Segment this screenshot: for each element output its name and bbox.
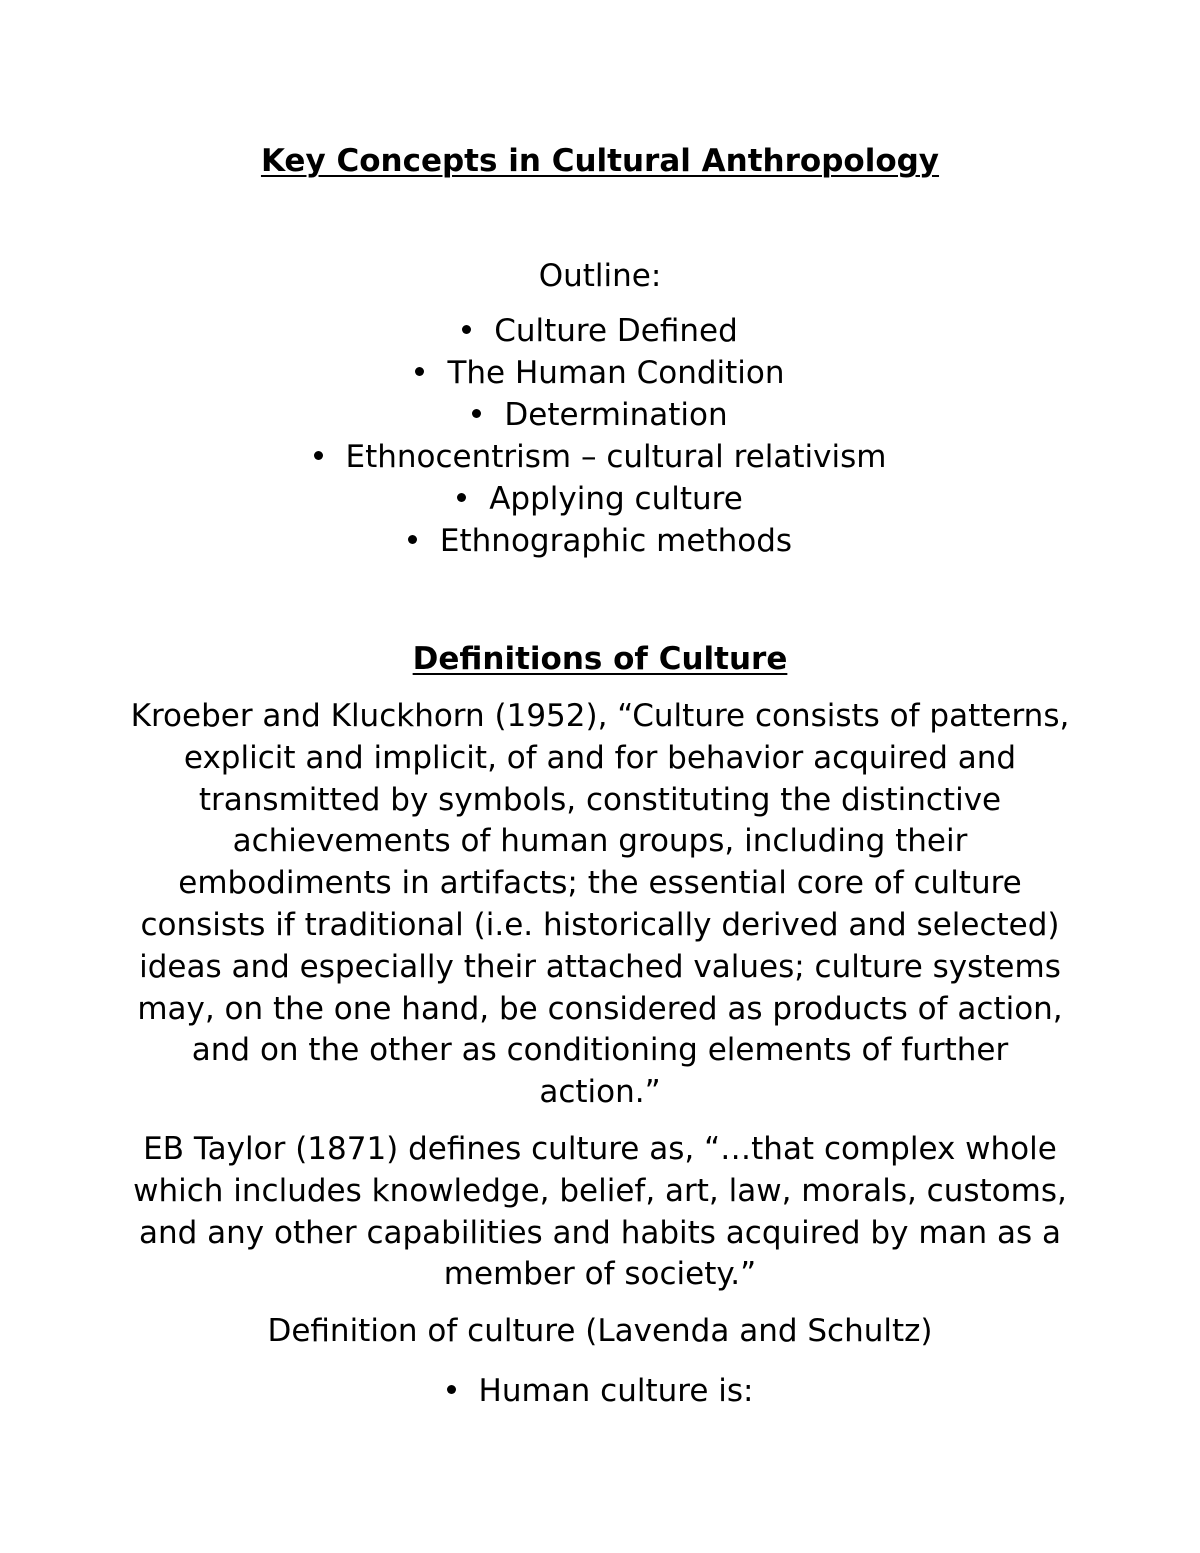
outline-item	[0, 478, 1200, 520]
outline-item-text: Culture Defined	[494, 313, 738, 349]
paragraph-lavenda-schultz: Definition of culture (Lavenda and Schultz)	[267, 1313, 933, 1350]
outline-item-text: The Human Condition	[447, 355, 785, 391]
section-heading: Definitions of Culture	[412, 641, 788, 677]
outline-item	[0, 394, 1200, 436]
outline-item-text: Ethnocentrism – cultural relativism	[345, 439, 887, 475]
outline-item-text: Determination	[504, 397, 728, 433]
sub-list	[0, 1370, 1200, 1412]
outline-item	[0, 352, 1200, 394]
bullet-icon	[447, 1385, 456, 1394]
paragraph-taylor: EB Taylor (1871) defines culture as, “…that complex whole which includes knowledge, belief, art, law, morals, customs, and any other capabilities and habits acquired by man as a member of society.”	[133, 1130, 1067, 1293]
outline-list	[0, 310, 1200, 562]
bullet-icon	[462, 325, 471, 334]
outline-item-text: Ethnographic methods	[439, 523, 793, 559]
outline-label: Outline:	[538, 258, 662, 294]
sub-list-item-text: Human culture is:	[478, 1372, 754, 1409]
bullet-icon	[314, 451, 323, 460]
outline-item	[0, 520, 1200, 562]
bullet-icon	[415, 367, 424, 376]
paragraph-kroeber-kluckhorn: Kroeber and Kluckhorn (1952), “Culture consists of patterns, explicit and implicit, of and for behavior acquired and transmitted by symbols, constituting the distinctive achievements of human groups, including their embodiments in artifacts; the essential core of culture consists if traditional (i.e. historically derived and selected) ideas and especially their attached values; culture systems may, on the one hand, be considered as products of action, and on the other as conditioning elements of further action.”	[130, 698, 1070, 1111]
bullet-icon	[457, 493, 466, 502]
bullet-icon	[472, 409, 481, 418]
outline-item	[0, 310, 1200, 352]
bullet-icon	[408, 535, 417, 544]
outline-item	[0, 436, 1200, 478]
sub-list-item	[0, 1370, 1200, 1412]
document-title: Key Concepts in Cultural Anthropology	[260, 143, 940, 179]
outline-item-text: Applying culture	[489, 481, 743, 517]
